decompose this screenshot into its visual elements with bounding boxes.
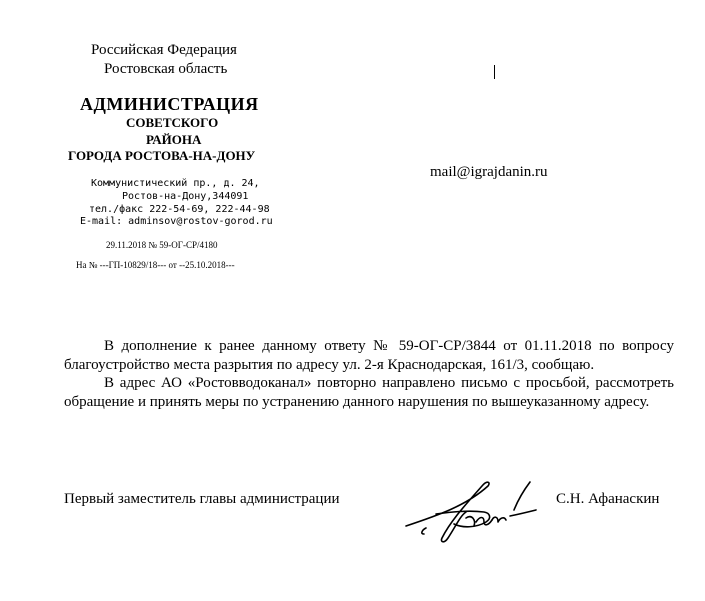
address-street: Коммунистический пр., д. 24, xyxy=(91,178,260,189)
org-line-2: РАЙОНА xyxy=(146,132,202,147)
recipient-email: mail@igrajdanin.ru xyxy=(430,164,548,180)
org-line-3: ГОРОДА РОСТОВА-НА-ДОНУ xyxy=(68,148,256,163)
address-city: Ростов-на-Дону,344091 xyxy=(122,191,249,202)
incoming-reference: На № ---ГП-10829/18--- от --25.10.2018--- xyxy=(76,260,235,270)
signatory-position: Первый заместитель главы администрации xyxy=(64,491,340,507)
body-paragraph-2: В адрес АО «Ростовводоканал» повторно направлено письмо с просьбой, рассмотреть обращение и принять меры по устранению данного нарушения по вышеуказанному адресу. xyxy=(64,375,674,410)
outgoing-reference: 29.11.2018 № 59-ОГ-СР/4180 xyxy=(106,240,218,250)
letter-body xyxy=(64,337,674,411)
header-region: Ростовская область xyxy=(104,61,228,77)
header-country: Российская Федерация xyxy=(91,42,237,58)
org-title: АДМИНИСТРАЦИЯ xyxy=(80,94,259,114)
body-paragraph-1: В дополнение к ранее данному ответу № 59-ОГ-СР/3844 от 01.11.2018 по вопросу благоустройство места разрытия по адресу ул. 2-я Краснодарская, 161/3, сообщаю. xyxy=(64,338,674,373)
signatory-name: С.Н. Афанаскин xyxy=(556,491,660,507)
address-email: E-mail: adminsov@rostov-gorod.ru xyxy=(80,216,273,227)
address-phone: тел./факс 222-54-69, 222-44-98 xyxy=(89,204,270,215)
org-line-1: СОВЕТСКОГО xyxy=(126,115,219,130)
handwritten-signature xyxy=(396,468,546,550)
text-cursor xyxy=(494,65,495,79)
